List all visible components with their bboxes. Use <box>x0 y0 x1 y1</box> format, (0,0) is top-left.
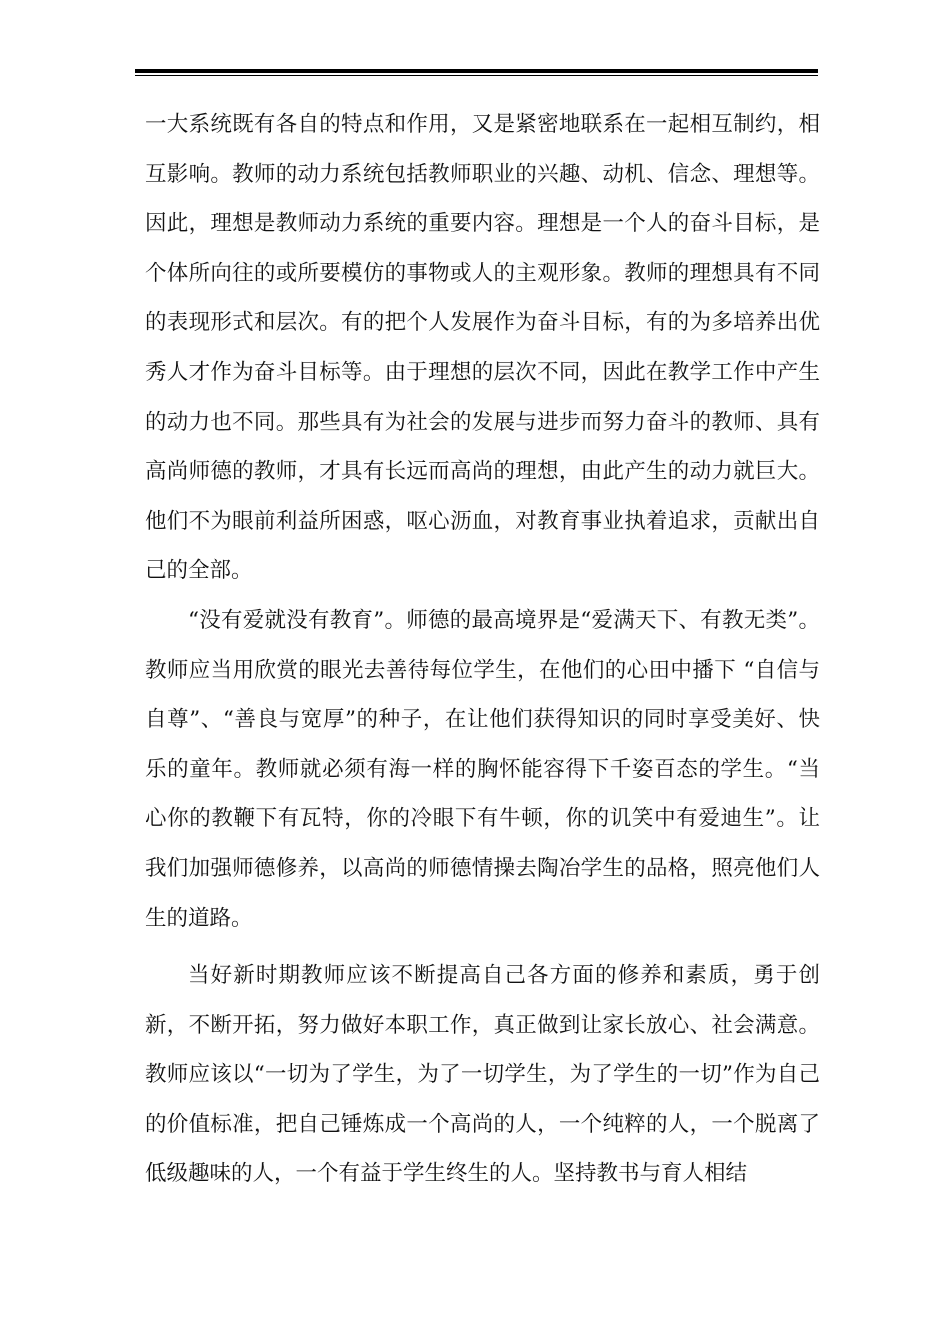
paragraph-3: 当好新时期教师应该不断提高自己各方面的修养和素质，勇于创新，不断开拓，努力做好本职工作，真正做到让家长放心、社会满意。教师应该以“一切为了学生，为了一切学生，为了学生的一切”作为自己的价值标准，把自己锤炼成一个高尚的人，一个纯粹的人，一个脱离了低级趣味的人，一个有益于学生终生的人。坚持教书与育人相结 <box>145 963 820 1187</box>
paragraph-2: “没有爱就没有教育”。师德的最高境界是“爱满天下、有教无类”。教师应当用欣赏的眼光去善待每位学生，在他们的心田中播下 “自信与自尊”、“善良与宽厚”的种子，在让他们获得知识的同时享受美好、快乐的童年。教师就必须有海一样的胸怀能容得下千姿百态的学生。“当心你的教鞭下有瓦特，你的冷眼下有牛顿，你的讥笑中有爱迪生”。让我们加强师德修养，以高尚的师德情操去陶冶学生的品格，照亮他们人生的道路。 <box>145 607 820 931</box>
header-rule-thick <box>135 69 818 73</box>
header-double-rule <box>135 69 818 77</box>
header-rule-thin <box>135 75 818 76</box>
paragraph-1: 一大系统既有各自的特点和作用，又是紧密地联系在一起相互制约，相互影响。教师的动力系统包括教师职业的兴趣、动机、信念、理想等。因此，理想是教师动力系统的重要内容。理想是一个人的奋斗目标，是个体所向往的或所要模仿的事物或人的主观形象。教师的理想具有不同的表现形式和层次。有的把个人发展作为奋斗目标，有的为多培养出优秀人才作为奋斗目标等。由于理想的层次不同，因此在教学工作中产生的动力也不同。那些具有为社会的发展与进步而努力奋斗的教师、具有高尚师德的教师，才具有长远而高尚的理想，由此产生的动力就巨大。他们不为眼前利益所困惑，呕心沥血，对教育事业执着追求，贡献出自己的全部。 <box>145 112 820 584</box>
document-body <box>145 100 820 1199</box>
